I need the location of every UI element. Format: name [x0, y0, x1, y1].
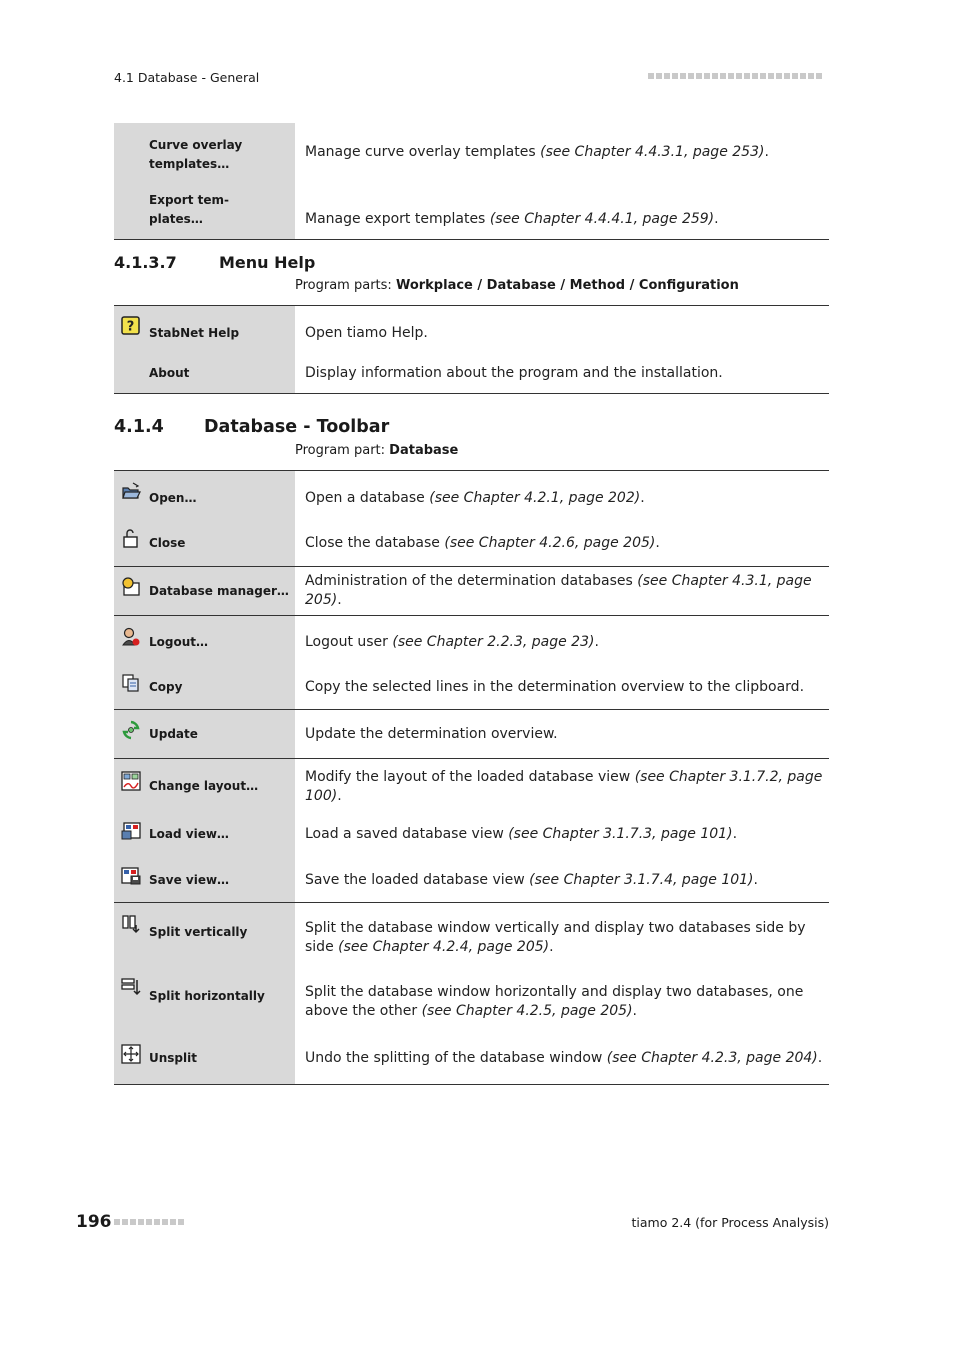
- footer-decoration: [114, 1219, 184, 1225]
- table-row: [114, 123, 829, 181]
- help-icon: [121, 316, 141, 336]
- table-row: ? StabNet Help Open tiamo Help.: [114, 306, 829, 354]
- split-vertically-icon: [121, 915, 141, 935]
- table-row: [114, 181, 829, 239]
- chapter-link[interactable]: (see Chapter 4.2.5, page 205): [421, 1002, 633, 1019]
- table-row: Close Close the database (see Chapter 4.2.6, page 205).: [114, 521, 829, 567]
- row-description: Administration of the determination databases (see Chapter 4.3.1, page 205).: [295, 567, 829, 616]
- chapter-link[interactable]: (see Chapter 3.1.7.2, page 100): [305, 768, 823, 804]
- table-row: Split horizontally Split the database window horizontally and display two databases, one above the other (see Chapter 4.2.5, page 205).: [114, 967, 829, 1033]
- load-view-icon: [121, 821, 141, 841]
- row-description: Manage export templates (see Chapter 4.4.4.1, page 259).: [295, 181, 829, 239]
- chapter-link[interactable]: (see Chapter 4.4.4.1, page 259): [489, 211, 715, 228]
- row-description: Manage curve overlay templates (see Chapter 4.4.3.1, page 253).: [305, 143, 769, 160]
- section-heading: 4.1.3.7 Menu Help: [114, 253, 316, 272]
- table-row: Change layout… Modify the layout of the loaded database view (see Chapter 3.1.7.2, page 100).: [114, 759, 829, 811]
- page-number: 196: [76, 1212, 112, 1232]
- row-description: Split the database window horizontally and display two databases, one above the other (see Chapter 4.2.5, page 205).: [305, 983, 804, 1019]
- chapter-link[interactable]: (see Chapter 4.2.6, page 205): [444, 534, 656, 551]
- table-row: Update Update the determination overview.: [114, 710, 829, 759]
- row-description: Load a saved database view (see Chapter 3.1.7.3, page 101).: [305, 826, 738, 842]
- row-description: Split the database window vertically and display two databases side by side (see Chapter 4.2.4, page 205).: [305, 920, 806, 955]
- table-row: Unsplit Undo the splitting of the database window (see Chapter 4.2.3, page 204).: [114, 1033, 829, 1085]
- running-footer: tiamo 2.4 (for Process Analysis): [631, 1215, 829, 1230]
- chapter-link[interactable]: (see Chapter 3.1.7.3, page 101): [508, 826, 733, 842]
- row-description: Modify the layout of the loaded database view (see Chapter 3.1.7.2, page 100).: [305, 768, 823, 804]
- running-header: 4.1 Database - General: [114, 70, 260, 85]
- row-description: Save the loaded database view (see Chapter 3.1.7.4, page 101).: [295, 859, 829, 903]
- table-row: Open… Open a database (see Chapter 4.2.1, page 202).: [114, 471, 829, 521]
- menu-table-continued: [114, 123, 829, 240]
- table-row: Database manager… Administration of the determination databases (see Chapter 4.3.1, page 205).: [114, 567, 829, 616]
- table-row: Logout… Logout user (see Chapter 2.2.3, page 23).: [114, 616, 829, 666]
- section-menu-help: [114, 253, 829, 394]
- toolbar-table: [114, 470, 829, 1085]
- svg-text:?: ?: [126, 319, 135, 335]
- section-database-toolbar: [114, 417, 829, 1085]
- row-description: Open a database (see Chapter 4.2.1, page 202).: [295, 471, 829, 521]
- open-folder-icon: [121, 482, 141, 502]
- header-decoration: [648, 73, 822, 79]
- row-label-line: plates…: [149, 211, 203, 226]
- chapter-link[interactable]: (see Chapter 4.2.3, page 204): [606, 1049, 818, 1066]
- chapter-link[interactable]: (see Chapter 3.1.7.4, page 101): [529, 871, 754, 888]
- split-horizontally-icon: [121, 977, 141, 997]
- change-layout-icon: [121, 771, 141, 791]
- row-description: Logout user (see Chapter 2.2.3, page 23).: [305, 634, 599, 651]
- logout-icon: [121, 627, 141, 647]
- table-row: Load view… Load a saved database view (see Chapter 3.1.7.3, page 101).: [114, 811, 829, 859]
- menu-help-table: [114, 305, 829, 394]
- table-row: Copy Copy the selected lines in the determination overview to the clipboard.: [114, 666, 829, 710]
- row-description: Undo the splitting of the database window (see Chapter 4.2.3, page 204).: [295, 1033, 829, 1085]
- database-manager-icon: [121, 577, 141, 597]
- chapter-link[interactable]: (see Chapter 2.2.3, page 23): [392, 634, 595, 651]
- chapter-link[interactable]: (see Chapter 4.2.1, page 202): [429, 490, 641, 507]
- row-description: Close the database (see Chapter 4.2.6, page 205).: [295, 521, 829, 567]
- table-row: Split vertically Split the database window vertically and display two databases side by side (see Chapter 4.2.4, page 205).: [114, 903, 829, 967]
- table-row: About Display information about the program and the installation.: [114, 354, 829, 394]
- row-description: Update the determination overview.: [295, 710, 829, 759]
- chapter-link[interactable]: (see Chapter 4.2.4, page 205): [338, 939, 550, 955]
- row-label-line: Export tem-: [149, 192, 229, 207]
- row-label-line: Curve overlay: [149, 138, 243, 152]
- unsplit-icon: [121, 1044, 141, 1064]
- row-description: Copy the selected lines in the determination overview to the clipboard.: [295, 666, 829, 710]
- close-icon: [121, 529, 141, 549]
- row-description: Display information about the program and the installation.: [295, 354, 829, 394]
- save-view-icon: [121, 866, 141, 886]
- program-parts: Program parts: Workplace / Database / Method / Configuration: [295, 278, 739, 293]
- row-description: Open tiamo Help.: [295, 306, 829, 354]
- program-parts: Program part: Database: [295, 443, 459, 458]
- copy-icon: [121, 673, 141, 693]
- chapter-link[interactable]: (see Chapter 4.3.1, page 205): [305, 573, 812, 608]
- chapter-link[interactable]: (see Chapter 4.4.3.1, page 253): [540, 143, 765, 160]
- row-label-line: templates…: [149, 157, 230, 171]
- section-heading: 4.1.4 Database - Toolbar: [114, 417, 390, 437]
- table-row: Save view… Save the loaded database view (see Chapter 3.1.7.4, page 101).: [114, 859, 829, 903]
- update-icon: [121, 720, 141, 740]
